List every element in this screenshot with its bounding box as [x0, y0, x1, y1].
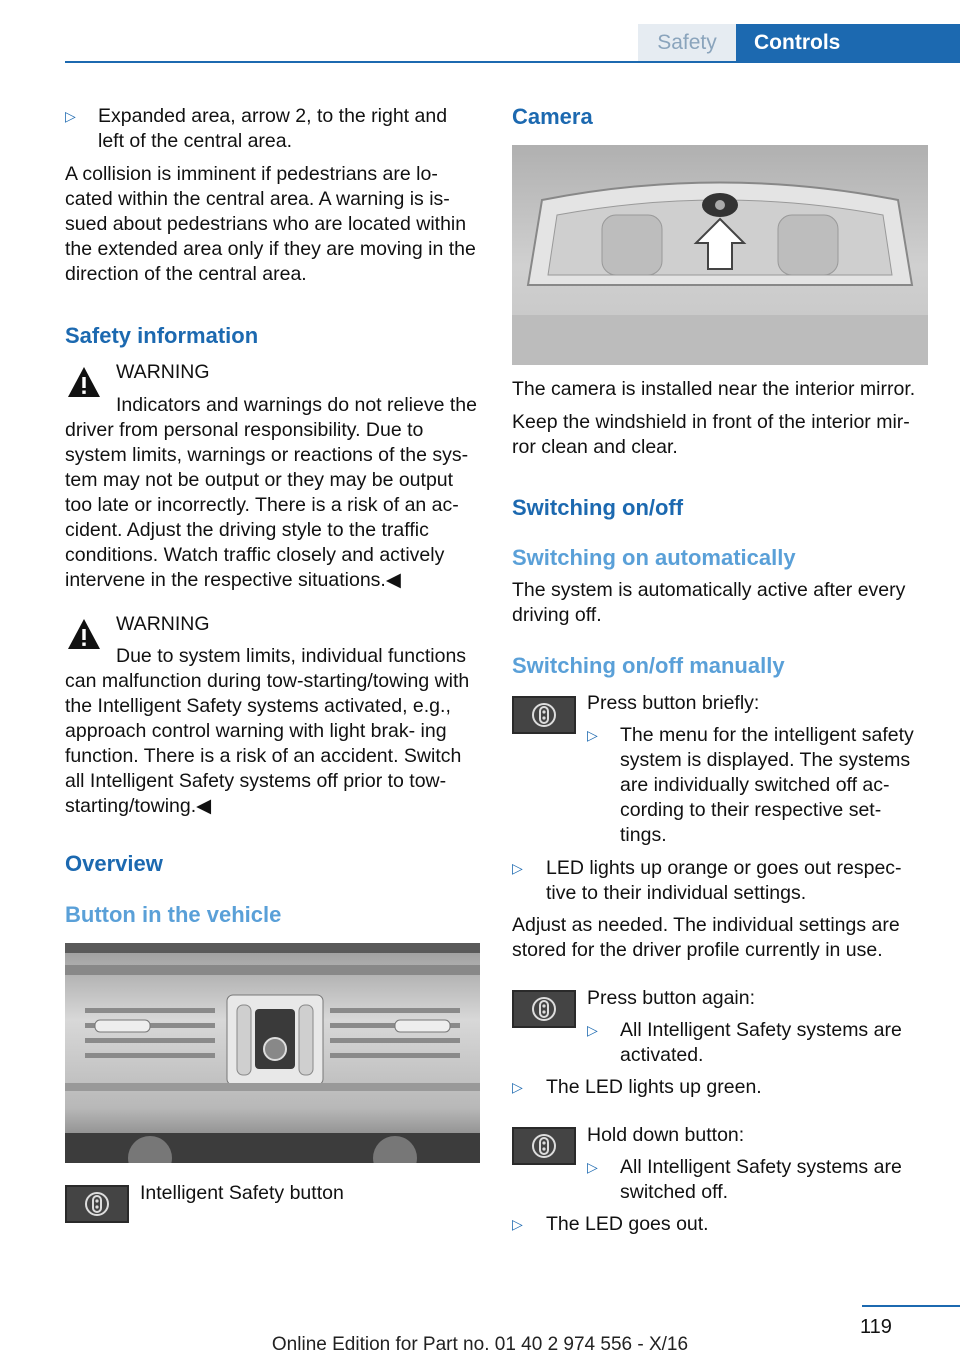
- hold-down-text: Hold down button:: [587, 1124, 745, 1146]
- heading-switching-on-off: Switching on/off: [512, 495, 684, 520]
- bullet-expanded-area: Expanded area, arrow 2, to the right and left of the central area.: [98, 105, 448, 152]
- bullet-all-switched-off: All Intelligent Safety systems are switched off.: [620, 1156, 902, 1203]
- footer-edition: Online Edition for Part no. 01 40 2 974 556 - X/16: [271, 1334, 689, 1355]
- intelligent-safety-button-icon: [512, 1127, 576, 1165]
- button-caption: Intelligent Safety button: [140, 1182, 344, 1204]
- intelligent-safety-button-icon: [65, 1185, 129, 1223]
- bullet-all-activated: All Intelligent Safety systems are activated.: [620, 1019, 902, 1066]
- press-again-text: Press button again:: [587, 987, 756, 1009]
- camera-clean-text: Keep the windshield in front of the interior mir- ror clean and clear.: [512, 411, 910, 458]
- intelligent-safety-button-icon: [512, 990, 576, 1028]
- heading-safety-information: Safety information: [65, 323, 259, 348]
- bullet-triangle-icon: ▷: [587, 727, 598, 743]
- bullet-triangle-icon: ▷: [587, 1159, 598, 1175]
- bullet-led-orange: LED lights up orange or goes out respec- tive to their individual settings.: [546, 857, 902, 904]
- camera-location-text: The camera is installed near the interior mirror.: [512, 378, 916, 400]
- tab-controls[interactable]: Controls: [736, 24, 960, 62]
- heading-overview: Overview: [65, 851, 163, 876]
- footer-rule: [862, 1305, 960, 1307]
- bullet-triangle-icon: ▷: [65, 108, 76, 124]
- heading-switching-manually: Switching on/off manually: [512, 653, 785, 678]
- header-rule: [65, 61, 960, 63]
- dashboard-button-photo: [65, 943, 480, 1163]
- bullet-triangle-icon: ▷: [512, 860, 523, 876]
- warning2-text: Due to system limits, individual functions can malfunction during tow-starting/towing with the Intelligent Safety systems activated, e.g., approach control warning with light brak- ing function. There is a risk of an accident. Switch all Intelligent Safety systems off prior to tow-starting/towing.◀: [65, 645, 470, 817]
- bullet-menu-displayed: The menu for the intelligent safety system is displayed. The systems are individually switched off ac- cording to their respective set- tings.: [620, 724, 914, 846]
- bullet-triangle-icon: ▷: [512, 1216, 523, 1232]
- bullet-triangle-icon: ▷: [587, 1022, 598, 1038]
- adjust-text: Adjust as needed. The individual settings are stored for the driver profile currently in use.: [512, 914, 900, 961]
- warning2-title: WARNING: [116, 613, 210, 635]
- collision-paragraph: A collision is imminent if pedestrians are lo- cated within the central area. A warning is is- sued about pedestrians who are located within the extended area only if they are moving in the direction of the central area.: [65, 163, 476, 285]
- heading-camera: Camera: [512, 104, 593, 129]
- bullet-led-out: The LED goes out.: [546, 1213, 709, 1235]
- page-number: 119: [860, 1316, 892, 1338]
- intelligent-safety-button-icon: [512, 696, 576, 734]
- bullet-led-green: The LED lights up green.: [546, 1076, 762, 1098]
- header-tabs: [638, 24, 960, 62]
- press-briefly-text: Press button briefly:: [587, 692, 760, 714]
- camera-windshield-photo: [512, 145, 928, 365]
- warning1-title: WARNING: [116, 361, 210, 383]
- heading-button-in-vehicle: Button in the vehicle: [65, 902, 282, 927]
- tab-safety[interactable]: Safety: [638, 24, 736, 62]
- auto-text: The system is automatically active after every driving off.: [512, 579, 906, 626]
- warning1-text: Indicators and warnings do not relieve the driver from personal responsibility. Due to system limits, warnings or reactions of the sys- tem may not be output or they may be output too late or incorrectly. There is a risk of an ac- cident. Adjust the driving style to the traffic conditions. Watch traffic closely and actively intervene in the respective situations.◀: [65, 394, 477, 591]
- bullet-triangle-icon: ▷: [512, 1079, 523, 1095]
- heading-switching-on-automatically: Switching on automatically: [512, 545, 796, 570]
